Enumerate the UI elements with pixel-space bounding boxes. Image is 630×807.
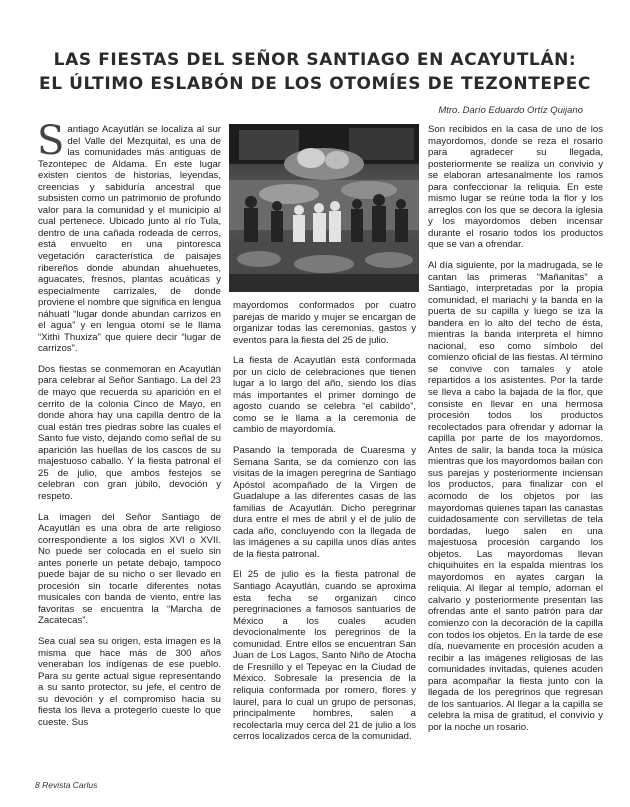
article-title-line-1: LAS FIESTAS DEL SEÑOR SANTIAGO EN ACAYUTLÁN: bbox=[53, 50, 577, 70]
paragraph: mayordomos conformados por cuatro parejas de marido y mujer se encargan de organizar todas las ceremonias, gastos y eventos para la fiesta del 25 de julio. bbox=[233, 300, 416, 346]
paragraph: Son recibidos en la casa de uno de los mayordomos, donde se reza el rosario para agradecer su llegada, posteriormente se realiza un convivio y se elaboran artesanalmente los ramos para confeccionar la reliquia. En este mismo lugar se reúne toda la flor y los arreglos con los que se decora la iglesia y los mayordomos deben incensar durante el rosario todos los productos que se van a ofrendar. bbox=[428, 124, 603, 251]
paragraph bbox=[37, 118, 221, 355]
page-footer: 8 Revista Carlus bbox=[35, 780, 98, 790]
paragraph: Al día siguiente, por la madrugada, se le cantan las primeras “Mañanitas” a Santiago, interpretadas por la propia comunidad, el mariachi y la banda en la puerta de su capilla y luego se iza la bandera en lo alto del techo de ésta, mientras la banda interpreta el himno nacional, eso como símbolo del comienzo oficial de las fiestas. Al término se convive con tamales y atole repartidos a los asistentes. Por la tarde se lleva a cabo la bajada de la flor, que consiste en llevar en una hermosa procesión todos los productos recolectados para ofrendar y adornar la capilla por parte de los mayordomos. Antes de salir, la banda toca la música mientras que los mayordomos bailan con sus parejas y posteriormente inciensan los productos, para finalizar con el acomodo de los objetos por las mayordomas quienes tapan las canastas cuidadosamente con servilletas de tela bordadas, luego salen en una majestuosa procesión cargando los objetos. Las mayordomas llevan chiquihuites en la espalda mientras los mayordomos en ayates cargan la reliquia. Al llegar al templo, adornan el calvario y posteriormente presentan las ofrendas ante el santo patrón para dar comienzo con la decoración de la capilla con todos los objetos. En la tarde de ese día, nuevamente en procesión acuden a recibir a las imágenes religiosas de las comunidades invitadas, quienes acuden para acompañar la fiesta junto con la llegada de los peregrinos que regresan de los santuarios. Al llegar a la capilla se celebra la misa de gratitud, el convivio y por la noche un rosario. bbox=[428, 260, 603, 733]
paragraph: La imagen del Señor Santiago de Acayutlán es una obra de arte religioso correspondiente a los siglos XVI o XVII. No puede ser colocada en el suelo sin antes ponerle un petate debajo, tampoco puede bajar de su nicho o ser llevado en procesión sin tocarle diferentes notas musicales con banda de viento, entre las favoritas se encuentra la “Marcha de Zacatecas”. bbox=[38, 511, 221, 627]
drop-cap: S bbox=[37, 118, 65, 164]
text-column-2 bbox=[233, 300, 416, 752]
text-column-3 bbox=[428, 124, 603, 742]
paragraph: El 25 de julio es la fiesta patronal de Santiago Acayutlán, cuando se aproxima esta fecha se organizan cinco peregrinaciones a famosos santuarios de México a los cuales acuden devocionalmente los peregrinos de la comunidad. Entre ellos se encuentran San Juan de Los Lagos, Santo Niño de Atocha de Fresnillo y el Tepeyac en la Ciudad de México. Sobresale la presencia de la reliquia conformada por romero, flores y laurel, para lo cual un grupo de personas, principalmente hombres, salen a recolectarla muy cerca del 21 de julio a los cerros localizados cerca de la comunidad. bbox=[233, 569, 416, 743]
text-column-1 bbox=[37, 118, 221, 737]
paragraph: Dos fiestas se conmemoran en Acayutlán para celebrar al Señor Santiago. La del 23 de mayo que recuerda su aparición en el cerrito de la colonia Cinco de Mayo, en donde ahora hay una capilla dentro de la cual están tres piedras sobre las cuales el Santo fue visto, dejando como señal de su aparición las huellas de los cascos de su majestuoso caballo. Y la fiesta patronal el 25 de julio, que ambos festejos se celebran con gran júbilo, devoción y respeto. bbox=[38, 363, 221, 502]
paragraph: Pasando la temporada de Cuaresma y Semana Santa, se da comienzo con las visitas de la imagen peregrina de Santiago Apóstol acompañado de la Virgen de Guadalupe a las diferentes casas de las familias de Acayutlán. Dicho peregrinar dura entre el mes de abril y el de julio de cada año, concluyendo con la llegada de las imágenes a su capilla unos días antes de la fiesta patronal. bbox=[233, 445, 416, 560]
paragraph: La fiesta de Acayutlán está conformada por un ciclo de celebraciones que tienen lugar a lo largo del año, siendo los días más importantes el primer domingo de agosto cuando se celebra “el cabildo”, como se le llama a la ceremonia de cambio de mayordomía. bbox=[233, 355, 416, 436]
paragraph-text: antiago Acayutlán se localiza al sur del Valle del Mezquital, es una de las comunidades más antiguas de Tezontepec de Aldama. En este lugar existen cientos de historias, leyendas, creencias y sabiduría ancestral que subsisten como un patrimonio de profundo valor para la comunidad y el municipio al cual pertenece. Ubicado junto al río Tula, dentro de una cañada rodeada de cerros, está envuelto en una pintoresca vegetación característica de paisajes ribereños donde abundan ahuehuetes, aguacates, fresnos, plantas acuáticas y especialmente carrizales, de donde proviene el nombre que significa en lengua náhuatl “lugar donde abundan carrizos en el agua” y en lengua otomí se le llama “Xithi Thuxiza” que quiere decir “lugar de carrizos”. bbox=[38, 124, 221, 355]
procession-photo bbox=[229, 124, 419, 292]
article-title-line-2: EL ÚLTIMO ESLABÓN DE LOS OTOMÍES DE TEZONTEPEC bbox=[38, 74, 591, 94]
paragraph: Sea cual sea su origen, esta imagen es la misma que hace más de 300 años veneraban los indígenas de ese pueblo. Para su gente actual sigue representando a su santo protector, su jefe, el centro de su devoción y el compromiso hacia su fiesta los lleva a protegerlo cueste lo que cueste. Sus bbox=[38, 635, 221, 728]
author-byline: Mtro. Darío Eduardo Ortíz Quijano bbox=[438, 105, 583, 116]
